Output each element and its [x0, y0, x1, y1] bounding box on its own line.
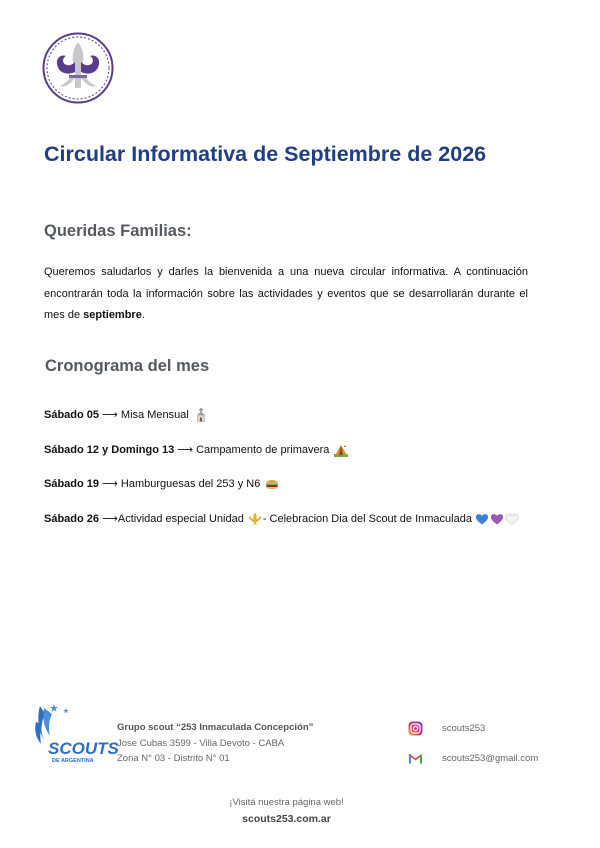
event-date: Sábado 05: [44, 409, 100, 422]
org-address: Jose Cubas 3599 - Villa Devoto - CABA: [117, 737, 285, 749]
event-description: Actividad especial Unidad: [117, 512, 244, 525]
hamburger-icon: [265, 477, 279, 491]
org-name: Grupo scout “253 Inmaculada Concepción”: [117, 722, 314, 733]
event-arrow: ⟶: [99, 512, 118, 525]
instagram-icon: [408, 721, 423, 736]
event-date: Sábado 19: [44, 478, 100, 491]
event-arrow: ⟶: [99, 478, 121, 491]
org-info: [117, 720, 313, 767]
scouts-logo-text: SCOUTS: [48, 739, 119, 758]
schedule-item: [44, 502, 564, 537]
purple-heart-icon: [490, 512, 504, 526]
schedule-item: [44, 433, 564, 468]
schedule-list: [44, 398, 564, 536]
fleur-de-lis-icon: [248, 512, 262, 526]
scouts-logo-subtext: DE ARGENTINA: [52, 758, 94, 764]
website-block: [0, 796, 573, 828]
event-arrow: ⟶: [174, 443, 197, 456]
event-description: Campamento de primavera: [196, 443, 330, 456]
gmail-icon: [408, 751, 423, 766]
intro-period: .: [141, 309, 145, 321]
org-zone: Zona N° 03 - Distrito N° 01: [117, 753, 230, 764]
instagram-contact[interactable]: [408, 721, 485, 736]
document-title: Circular Informativa de Septiembre de 2026: [44, 142, 487, 166]
greeting-heading: Queridas Familias:: [44, 222, 192, 240]
intro-month: septiembre: [83, 309, 142, 321]
blue-heart-icon: [475, 512, 489, 526]
email-address[interactable]: scouts253@gmail.com: [442, 753, 539, 764]
email-contact[interactable]: [408, 751, 538, 766]
scouts-de-argentina-logo: [32, 702, 119, 766]
event-date: Sábado 12 y Domingo 13: [44, 443, 175, 456]
intro-paragraph: [44, 262, 528, 327]
event-date: Sábado 26: [44, 512, 100, 525]
white-heart-icon: [505, 512, 519, 526]
website-link[interactable]: scouts253.com.ar: [242, 813, 331, 825]
event-description-continued: - Celebracion Dia del Scout de Inmaculada: [262, 512, 472, 525]
group-logo-fleur-de-lis-icon: [42, 32, 114, 104]
event-description: Hamburguesas del 253 y N6: [120, 478, 261, 491]
event-arrow: ⟶: [99, 409, 121, 422]
website-cta: ¡Visitá nuestra página web!: [229, 797, 344, 808]
instagram-handle[interactable]: scouts253: [442, 723, 486, 734]
schedule-item: [44, 398, 564, 433]
intro-text: Queremos saludarlos y darles la bienvenida a una nueva circular informativa. A continuación encontrarán toda la información sobre las actividades y eventos que se desarrollarán durante el mes de: [44, 266, 528, 321]
event-description: Misa Mensual: [120, 409, 189, 422]
church-icon: [194, 408, 208, 422]
schedule-heading: Cronograma del mes: [45, 357, 210, 375]
camping-tent-icon: [334, 443, 348, 457]
schedule-item: [44, 467, 564, 502]
